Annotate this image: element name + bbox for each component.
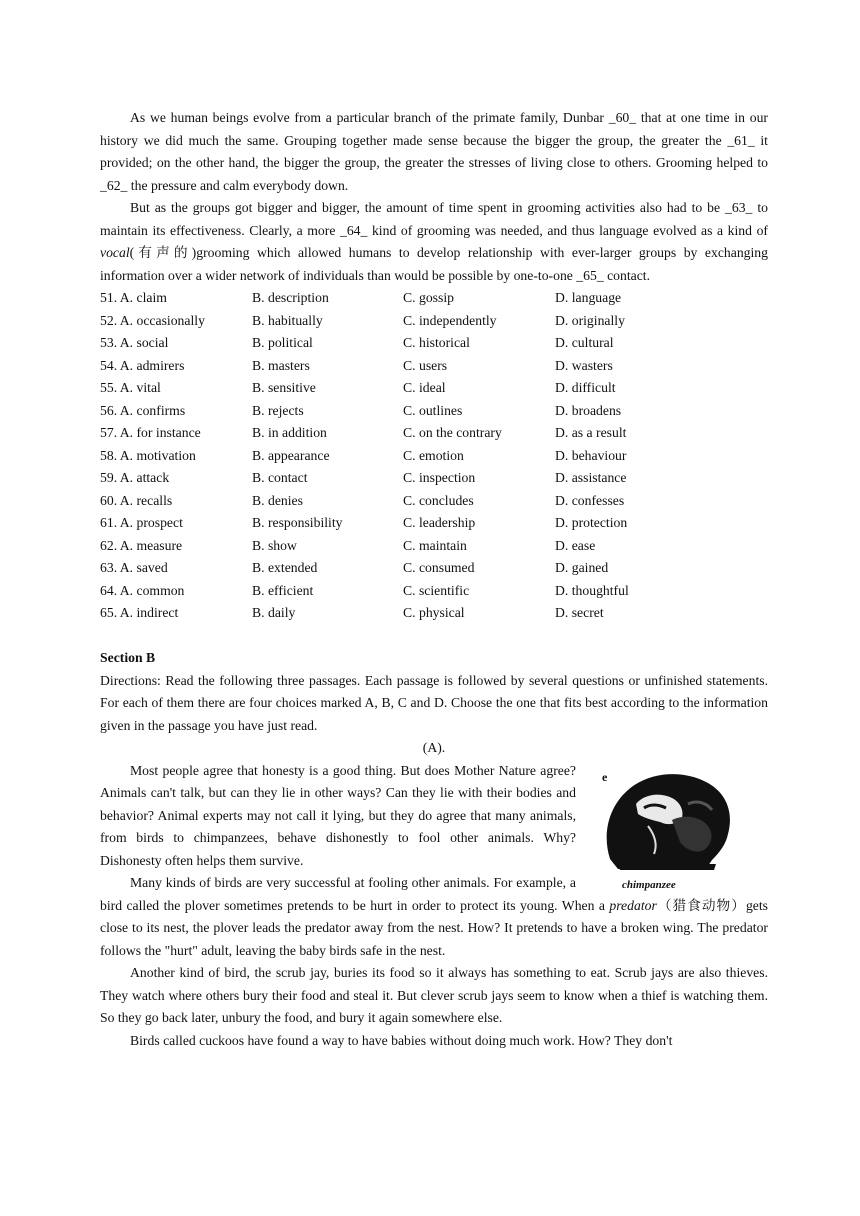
option-choice: B. in addition: [252, 425, 327, 440]
option-choice: D. difficult: [555, 380, 616, 395]
option-choice: B. appearance: [252, 447, 330, 463]
option-choice: B. contact: [252, 470, 308, 485]
option-choice: D. gained: [555, 560, 609, 575]
option-choice: B. description: [252, 290, 329, 305]
option-choice: D. language: [555, 290, 622, 305]
option-choice: B. political: [252, 335, 313, 350]
option-choice: B. masters: [252, 357, 310, 373]
option-choice: C. physical: [403, 605, 465, 620]
passage-text: grooming which allowed humans to develop relationship with ever-larger groups by exchanging information over a wider network of individuals than would be possible by one-to-one _65_ contact.: [100, 245, 768, 283]
passage-a-paragraph-3: Another kind of bird, the scrub jay, buries its food so it always has something to eat. Scrub jays are also thieves. They watch where others bury their food and steal it. But clever scrub jays seem to know when a thief is watching them. So they go back later, unbury the food, and bury it again somewhere else.: [100, 965, 768, 1025]
option-choice: D. originally: [555, 312, 625, 328]
directions: Directions: Read the following three passages. Each passage is followed by several questions or unfinished statements. For each of them there are four choices marked A, B, C and D. Choose the one that fits best according to the information given in the passage you have just read.: [100, 672, 768, 733]
passage-a-paragraph-4: Birds called cuckoos have found a way to have babies without doing much work. How? They don't: [130, 1032, 673, 1048]
option-choice: C. scientific: [403, 582, 470, 598]
passage-text: But as the groups got bigger and bigger, the amount of time spent in grooming activities also had to be _63_ to maintain its effectiveness. Clearly, a more _64_ kind of grooming was needed, and thus language evolved as a kind of: [100, 200, 768, 238]
option-choice: B. rejects: [252, 402, 304, 418]
option-choice: 58. A. motivation: [100, 447, 196, 463]
option-choice: B. efficient: [252, 582, 314, 598]
option-row: [100, 535, 768, 558]
option-choice: 60. A. recalls: [100, 492, 173, 508]
passage-paragraph-2: [100, 197, 768, 287]
figure-letter: e: [602, 769, 608, 784]
option-choice: 57. A. for instance: [100, 425, 201, 440]
option-row: [100, 512, 768, 535]
section-title: Section B: [100, 650, 156, 665]
option-row: [100, 310, 768, 333]
passage-text: gets close to its nest, the plover leads the predator away from the nest. How? It pretends to have a broken wing. The predator follows the "hurt" adult, leaving the baby birds safe in the nest.: [100, 897, 768, 958]
option-row: [100, 445, 768, 468]
option-choice: D. behaviour: [555, 447, 627, 463]
option-row: [100, 467, 768, 490]
option-choice: B. habitually: [252, 312, 323, 328]
option-choice: 55. A. vital: [100, 380, 161, 395]
option-row: [100, 580, 768, 603]
option-choice: B. daily: [252, 605, 296, 620]
option-choice: 59. A. attack: [100, 470, 170, 485]
option-row: [100, 490, 768, 513]
option-choice: B. show: [252, 537, 297, 553]
option-choice: C. concludes: [403, 492, 474, 508]
option-choice: C. inspection: [403, 470, 476, 485]
term-vocal: vocal: [100, 245, 130, 260]
option-row: [100, 602, 768, 625]
option-choice: C. leadership: [403, 515, 476, 530]
option-choice: C. users: [403, 357, 448, 373]
passage-a-paragraph-1: Most people agree that honesty is a good thing. But does Mother Nature agree? Animals can't talk, but can they lie in other ways? Can they lie with their bodies and behavior? Animal experts may not call it lying, but they do agree that many animals, from birds to chimpanzees, behave dishonestly to fool other animals. Why? Dishonesty often helps them survive.: [100, 762, 576, 868]
option-choice: 51. A. claim: [100, 290, 167, 305]
term-gloss: (有声的): [129, 245, 197, 260]
option-row: [100, 422, 768, 445]
passage-text: Many kinds of birds are very successful at fooling other animals. For example, a bird called the plover sometimes pretends to be hurt in order to protect its young. When a: [100, 875, 610, 913]
document-page: [100, 107, 768, 1052]
option-row: [100, 400, 768, 423]
option-choice: 54. A. admirers: [100, 357, 185, 373]
option-choice: D. protection: [555, 515, 628, 530]
term-gloss: （猎食动物）: [656, 897, 746, 913]
passage-paragraph-1: As we human beings evolve from a particular branch of the primate family, Dunbar _60_ that at one time in our history we did much the same. Grouping together made sense because the bigger the group, the greater the _61_ it provided; on the other hand, the bigger the group, the greater the stresses of living close to others. Grooming helped to _62_ the pressure and calm everybody down.: [100, 110, 768, 193]
option-row: [100, 287, 768, 310]
option-choice: C. emotion: [403, 447, 464, 463]
option-choice: 56. A. confirms: [100, 402, 186, 418]
option-choice: C. independently: [403, 312, 497, 328]
option-choice: D. confesses: [555, 492, 625, 508]
option-choice: C. historical: [403, 335, 470, 350]
option-choice: D. assistance: [555, 470, 627, 485]
option-choice: B. responsibility: [252, 515, 343, 530]
option-choice: D. broadens: [555, 402, 622, 418]
option-choice: D. wasters: [555, 357, 613, 373]
term-predator: predator: [609, 897, 657, 913]
option-choice: 63. A. saved: [100, 560, 168, 575]
option-choice: D. thoughtful: [555, 582, 629, 598]
option-row: [100, 355, 768, 378]
option-choice: 65. A. indirect: [100, 605, 179, 620]
option-choice: C. ideal: [403, 380, 446, 395]
option-choice: C. outlines: [403, 402, 463, 418]
chimpanzee-image: [588, 764, 758, 884]
option-choice: D. as a result: [555, 425, 627, 440]
options-table: [100, 287, 768, 625]
option-row: [100, 557, 768, 580]
option-choice: 62. A. measure: [100, 537, 183, 553]
passage-label: (A).: [422, 740, 446, 755]
option-choice: B. sensitive: [252, 380, 316, 395]
figure-caption: chimpanzee: [622, 878, 676, 891]
option-row: [100, 377, 768, 400]
option-choice: 53. A. social: [100, 335, 169, 350]
option-choice: 52. A. occasionally: [100, 312, 205, 328]
option-choice: C. on the contrary: [403, 425, 502, 440]
option-choice: C. maintain: [403, 537, 467, 553]
chimpanzee-figure: [588, 764, 768, 894]
option-choice: D. secret: [555, 605, 604, 620]
option-choice: B. denies: [252, 492, 303, 508]
option-choice: C. consumed: [403, 560, 475, 575]
option-choice: 61. A. prospect: [100, 515, 183, 530]
option-choice: D. cultural: [555, 335, 614, 350]
option-choice: 64. A. common: [100, 582, 185, 598]
option-row: [100, 332, 768, 355]
option-choice: C. gossip: [403, 290, 454, 305]
option-choice: B. extended: [252, 560, 318, 575]
option-choice: D. ease: [555, 537, 596, 553]
